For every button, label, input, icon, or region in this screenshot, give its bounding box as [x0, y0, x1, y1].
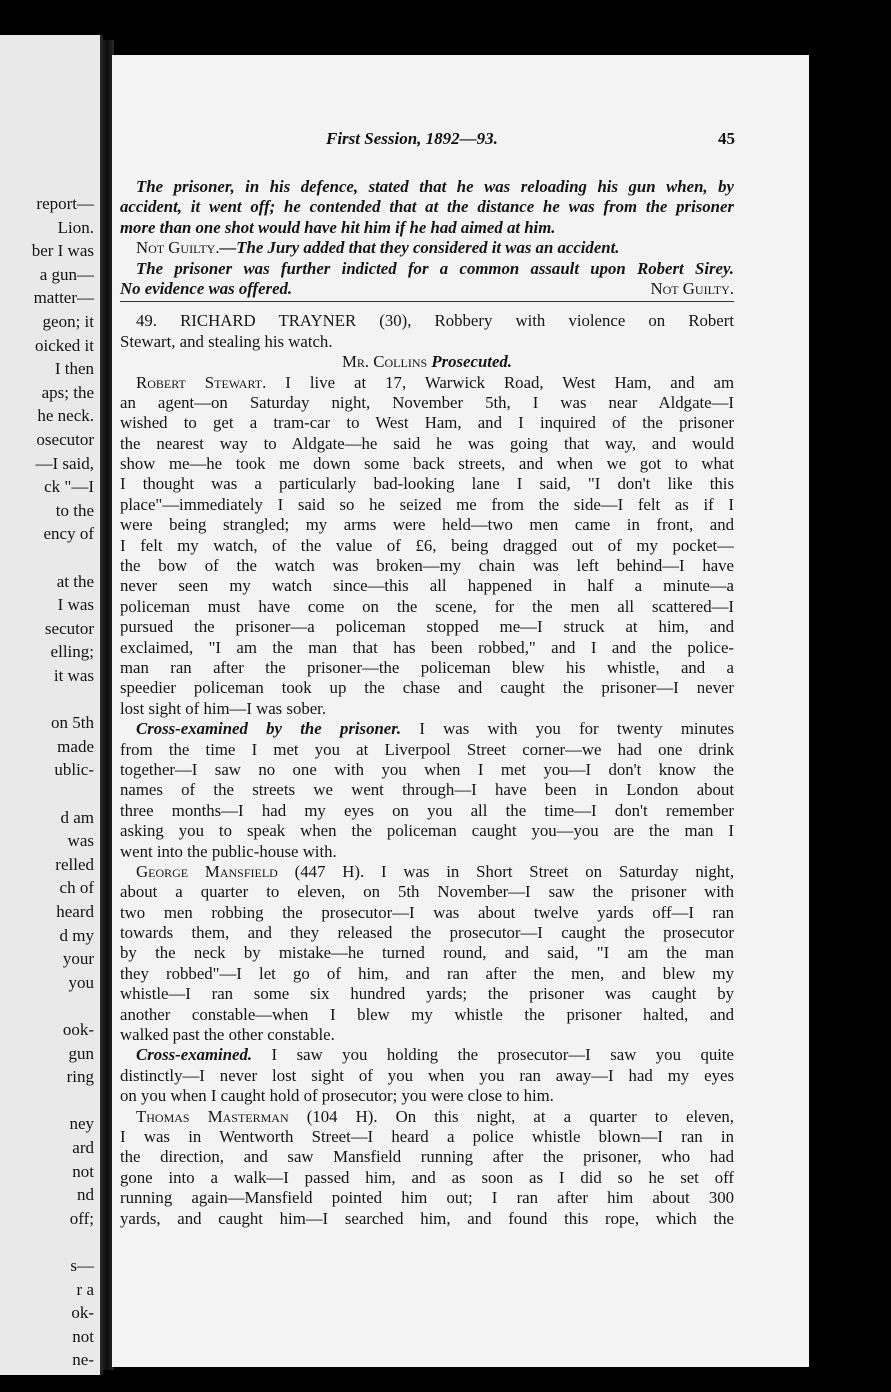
body-line: running again—Mansfield pointed him out; I ran after him about 300 — [120, 1188, 734, 1208]
right-page — [112, 55, 809, 1367]
prosecutor-role: Prosecuted. — [431, 352, 512, 372]
body-line: show me—he took me down some back streets, and when we got to what — [120, 454, 734, 474]
cross-exam-label: Cross-examined by the prisoner. — [136, 719, 402, 739]
left-page-line: ency of — [43, 524, 94, 544]
left-page-line: ck "—I — [44, 477, 94, 497]
body-line: policeman must have come on the scene, for the men all scattered—I — [120, 596, 734, 616]
left-page-line: a gun— — [39, 264, 94, 284]
left-page-line: ublic- — [54, 760, 94, 780]
body-line: I was in Wentworth Street—I heard a police whistle blown—I ran in — [120, 1126, 734, 1146]
witness-line: George Mansfield (447 H). I was in Short Street on Saturday night, — [136, 861, 734, 881]
body-line: pursued the prisoner—a policeman stopped me—I struck at him, and — [120, 617, 734, 637]
body-line: distinctly—I never lost sight of you when you ran away—I had my eyes — [120, 1065, 734, 1085]
left-page-line: your — [62, 949, 94, 969]
left-page-line: report— — [36, 194, 94, 213]
body-line: place"—immediately I said so he seized me from the side—I felt as if I — [120, 494, 734, 514]
witness-name: Thomas Masterman — [136, 1106, 289, 1126]
left-page-line: d my — [59, 925, 94, 945]
no-evidence-text: No evidence was offered. — [120, 278, 293, 298]
left-page-line: secutor — [44, 618, 94, 638]
left-page-line: he neck. — [37, 406, 94, 426]
body-line: together—I saw no one with you when I met you—I don't know the — [120, 759, 734, 779]
left-page-line: osecutor — [36, 430, 94, 449]
left-page-line: r a — [76, 1279, 94, 1299]
left-page-line: was — [67, 831, 94, 851]
body-line: never seen my watch since—this all happened in half a minute—a — [120, 576, 734, 596]
left-page-line: not — [72, 1161, 94, 1181]
cross-exam-mansfield — [120, 1066, 734, 1107]
body-line: were being strangled; my arms were held—two men came in front, and — [120, 515, 734, 535]
body-line: an agent—on Saturday night, November 5th, I was near Aldgate—I — [120, 392, 734, 412]
cross-exam-label: Cross-examined. — [136, 1045, 253, 1065]
body-line: towards them, and they released the prosecutor—I caught the prosecutor — [120, 923, 734, 943]
no-evidence-line — [120, 279, 734, 299]
body-line: lost sight of him—I was sober. — [120, 698, 327, 718]
page-body — [120, 177, 734, 1229]
body-line: names of the streets we went through—I have been in London about — [120, 780, 734, 800]
prosecutor-line — [120, 352, 734, 372]
body-line: they robbed"—I let go of him, and ran after the men, and blew my — [120, 963, 734, 983]
cross-exam-prisoner — [120, 740, 734, 862]
body-line: on you when I caught hold of prosecutor; you were close to him. — [120, 1086, 554, 1106]
case-heading: 49. RICHARD TRAYNER (30), Robbery with violence on Robert — [136, 311, 734, 331]
cross-exam-line: Cross-examined by the prisoner. I was with you for twenty minutes — [136, 719, 734, 739]
body-line: exclaimed, "I am the man that has been robbed," and I and the police- — [120, 637, 734, 657]
witness-stewart — [120, 373, 734, 720]
left-page-line: ber I was — [31, 241, 94, 261]
prior-case-line: more than one shot would have hit him if he had aimed at him. — [120, 217, 556, 237]
body-line: about a quarter to eleven, on 5th November—I saw the prisoner with — [120, 882, 734, 902]
session-title: First Session, 1892—93. — [326, 129, 498, 148]
body-line: I felt my watch, of the value of £6, being dragged out of my pocket— — [120, 535, 734, 555]
left-page-line: I then — [54, 359, 94, 379]
left-page-line: off; — [69, 1208, 94, 1228]
left-page-line: gun — [68, 1043, 94, 1063]
cross-exam-line: Cross-examined. I saw you holding the prosecutor—I saw you quite — [136, 1045, 734, 1065]
left-page-line: d am — [60, 807, 94, 827]
body-line: I thought was a particularly bad-looking lane I said, "I don't like this — [120, 474, 734, 494]
body-line: man ran after the prisoner—the policeman blew his whistle, and a — [120, 657, 734, 677]
section-divider — [120, 301, 734, 302]
prior-case-line: accident, it went off; he contended that at the distance he was from the prisoner — [120, 197, 734, 217]
left-page-line: I was — [57, 595, 94, 615]
body-line: by the neck by mistake—he turned round, and said, "I am the man — [120, 943, 734, 963]
body-line: another constable—when I blew my whistle the prisoner halted, and — [120, 1004, 734, 1024]
body-line: went into the public-house with. — [120, 841, 337, 861]
left-page-line: on 5th — [51, 713, 94, 733]
prior-case-line: The prisoner, in his defence, stated that he was reloading his gun when, by — [136, 177, 734, 196]
body-line: from the time I met you at Liverpool Street corner—we had one drink — [120, 739, 734, 759]
left-page-line: —I said, — [35, 453, 94, 473]
witness-mansfield — [120, 882, 734, 1045]
running-header — [112, 129, 809, 153]
left-page-line: not — [72, 1326, 94, 1346]
left-page-line: aps; the — [41, 382, 94, 402]
verdict-note: —The Jury added that they considered it was an accident. — [219, 238, 620, 258]
indictment-line: The prisoner was further indicted for a common assault upon Robert Sirey. — [136, 258, 734, 278]
left-page-line: you — [68, 972, 94, 992]
left-page-line: it was — [53, 666, 94, 685]
left-page-line: ok- — [71, 1303, 94, 1323]
body-line: asking you to speak when the policeman caught you—you are the man I — [120, 821, 734, 841]
left-page-line: ne- — [72, 1350, 94, 1370]
left-page-line: geon; it — [42, 312, 94, 331]
witness-line: Thomas Masterman (104 H). On this night, at a quarter to eleven, — [136, 1106, 734, 1126]
body-line: walked past the other constable. — [120, 1025, 335, 1045]
body-line: speedier policeman took up the chase and caught the prisoner—I never — [120, 678, 734, 698]
left-page-line: s— — [70, 1256, 94, 1275]
left-page-line: relled — [55, 854, 94, 874]
left-page-line: ard — [72, 1138, 94, 1157]
prosecutor-name: Mr. Collins — [341, 352, 428, 372]
witness-name: Robert Stewart. — [136, 372, 267, 392]
verdict-label: Not Guilty. — [136, 238, 220, 258]
left-page-line: oicked it — [34, 335, 94, 355]
left-page-line: ney — [69, 1114, 94, 1134]
body-line: the bow of the watch was broken—my chain was left behind—I have — [120, 556, 734, 576]
witness-name: George Mansfield — [136, 861, 278, 881]
body-line: two men robbing the prosecutor—I was about twelve yards off—I ran — [120, 902, 734, 922]
body-line: whistle—I ran some six hundred yards; the prisoner was caught by — [120, 984, 734, 1004]
witness-masterman — [120, 1127, 734, 1229]
left-page-line: at the — [56, 571, 94, 591]
left-page-line: matter— — [33, 288, 94, 308]
verdict-not-guilty: Not Guilty. — [650, 278, 734, 298]
case-heading-cont: Stewart, and stealing his watch. — [120, 331, 333, 351]
body-line: gone into a walk—I passed him, and as soon as I did so he set off — [120, 1167, 734, 1187]
left-page-line: ring — [66, 1067, 94, 1087]
left-page-line: heard — [56, 902, 94, 921]
body-line: wished to get a tram-car to West Ham, and I inquired of the prisoner — [120, 413, 734, 433]
left-page-line: ch of — [59, 878, 94, 898]
body-line: the direction, and saw Mansfield running after the prisoner, who had — [120, 1147, 734, 1167]
left-page-line: made — [57, 736, 94, 756]
left-page-line: ook- — [62, 1020, 94, 1039]
body-line: the nearest way to Aldgate—he said he was going that way, and would — [120, 433, 734, 453]
left-page-line: to the — [55, 500, 94, 520]
body-line: three months—I had my eyes on you all the time—I don't remember — [120, 800, 734, 820]
verdict-line — [120, 238, 734, 258]
left-page-line: nd — [77, 1185, 94, 1205]
left-page-line: Lion. — [57, 217, 94, 237]
witness-line: Robert Stewart. I live at 17, Warwick Road, West Ham, and am — [136, 372, 734, 392]
left-page-line: elling; — [50, 642, 94, 662]
page-number: 45 — [718, 129, 735, 148]
left-page-fragment — [0, 35, 103, 1375]
body-line: yards, and caught him—I searched him, and found this rope, which the — [120, 1208, 734, 1228]
